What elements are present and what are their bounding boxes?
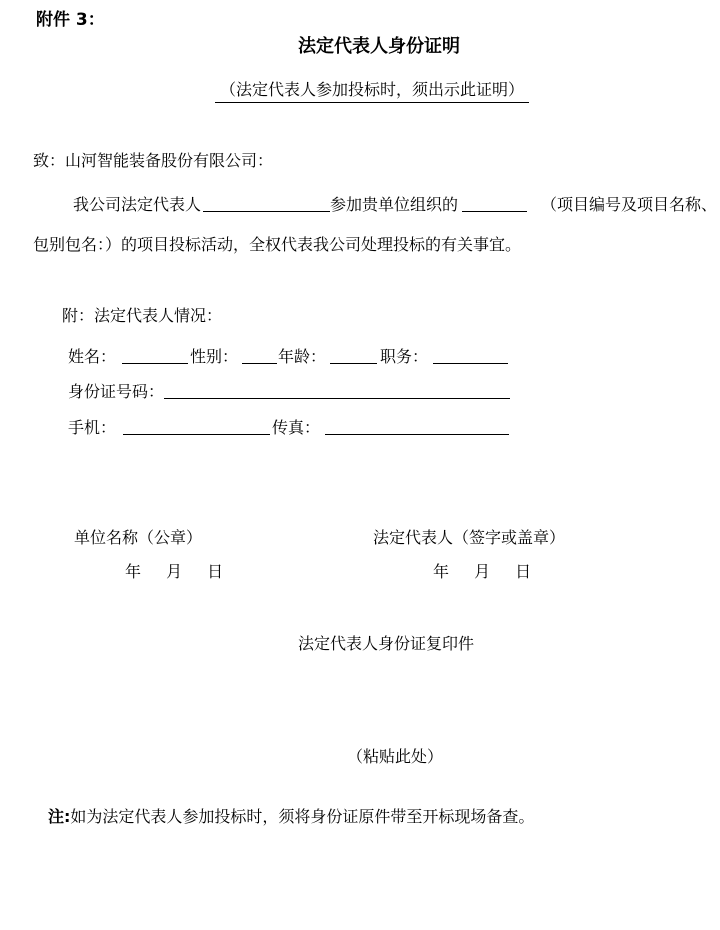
intro-paragraph-line2: 包别包名：）的项目投标活动，全权代表我公司处理投标的有关事宜。 — [33, 235, 522, 254]
legal-rep-signature-label: 法定代表人（签字或盖章） — [373, 528, 566, 547]
company-seal-label: 单位名称（公章） — [74, 528, 203, 547]
rep-id-row — [68, 382, 510, 402]
mobile-label: 手机： — [68, 418, 117, 437]
id-number-label: 身份证号码： — [68, 382, 165, 401]
rep-phone-row — [68, 418, 509, 438]
intro-paragraph-line1 — [73, 195, 717, 215]
intro-text-1: 我公司法定代表人 — [73, 195, 202, 214]
project-name-blank[interactable] — [462, 197, 527, 212]
paste-here-label: （粘贴此处） — [347, 747, 444, 766]
date-line-left: 年 月 日 — [125, 562, 224, 581]
gender-label: 性别： — [190, 347, 239, 366]
date-line-right: 年 月 日 — [433, 562, 532, 581]
intro-text-2: 参加贵单位组织的 — [330, 195, 459, 214]
fax-blank[interactable] — [325, 420, 509, 435]
age-blank[interactable] — [330, 349, 377, 364]
id-number-blank[interactable] — [164, 384, 510, 399]
note-text: 如为法定代表人参加投标时，须将身份证原件带至开标现场备查。 — [70, 807, 535, 826]
fax-label: 传真： — [272, 418, 321, 437]
mobile-blank[interactable] — [123, 420, 270, 435]
name-label: 姓名： — [68, 347, 117, 366]
attachment-label: 附件 3： — [36, 10, 105, 30]
legal-rep-name-blank[interactable] — [203, 197, 330, 212]
name-blank[interactable] — [122, 349, 188, 364]
intro-text-3: （项目编号及项目名称、 — [541, 195, 718, 214]
addressee-line: 致：山河智能装备股份有限公司： — [33, 151, 274, 170]
position-blank[interactable] — [433, 349, 508, 364]
rep-info-heading: 附：法定代表人情况： — [62, 306, 223, 325]
rep-name-row — [68, 347, 508, 367]
age-label: 年龄： — [278, 347, 327, 366]
document-title: 法定代表人身份证明 — [298, 36, 460, 57]
note-line — [48, 807, 534, 827]
note-prefix: 注: — [48, 807, 71, 826]
document-subtitle: （法定代表人参加投标时，须出示此证明） — [215, 80, 529, 103]
position-label: 职务： — [380, 347, 429, 366]
gender-blank[interactable] — [242, 349, 277, 364]
id-copy-heading: 法定代表人身份证复印件 — [298, 634, 475, 653]
